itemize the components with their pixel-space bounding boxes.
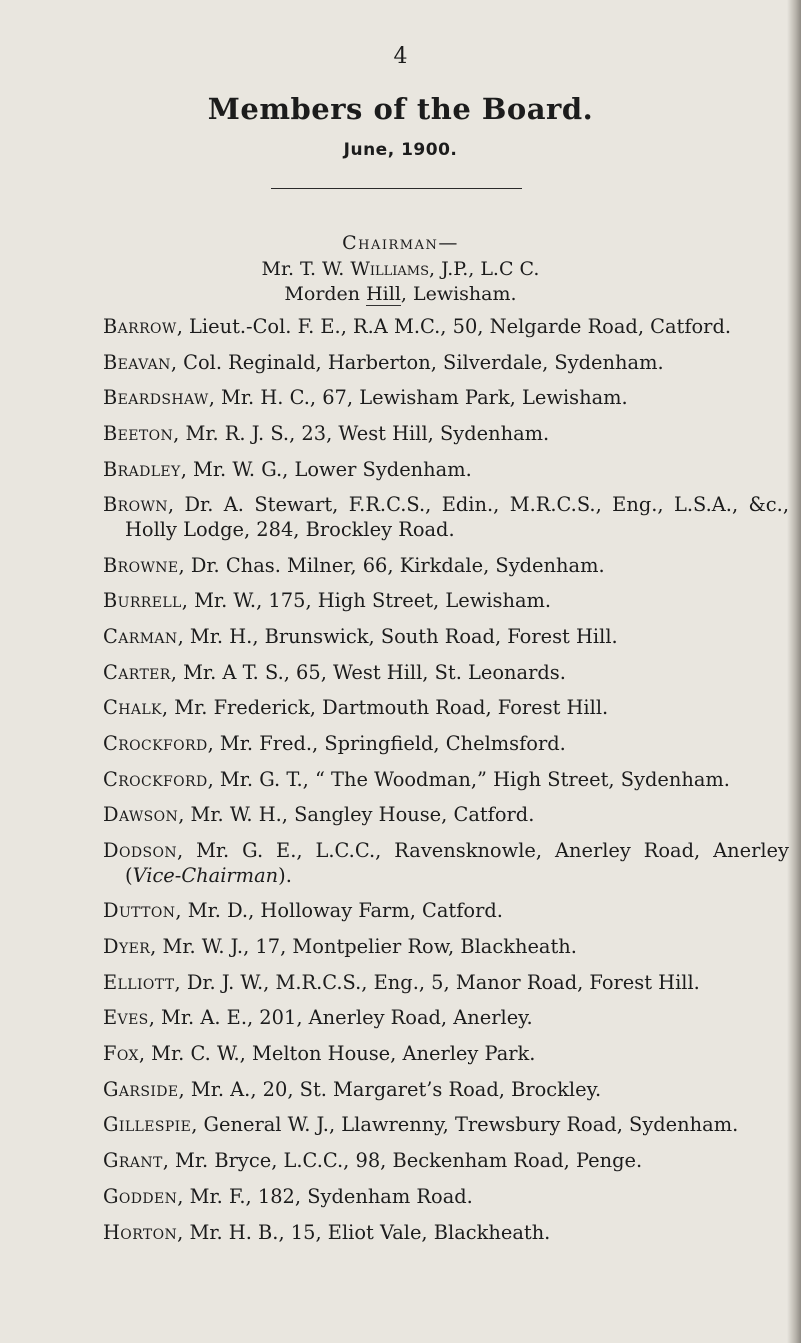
- member-surname: Gillespie: [103, 1113, 192, 1137]
- member-entry: [103, 493, 789, 542]
- member-details: , Dr. J. W., M.R.C.S., Eng., 5, Manor Road, Forest Hill.: [174, 970, 700, 994]
- member-entry: [103, 935, 789, 960]
- member-entry: [103, 1149, 789, 1174]
- member-details: , Lieut.-Col. F. E., R.A M.C., 50, Nelgarde Road, Catford.: [176, 315, 732, 338]
- member-surname: Brown: [103, 493, 168, 517]
- member-entry: [103, 768, 789, 793]
- member-surname: Elliott: [103, 970, 175, 994]
- members-list: [103, 315, 789, 1256]
- member-surname: Dodson: [103, 839, 177, 863]
- member-details: , Mr. W., 175, High Street, Lewisham.: [181, 589, 552, 613]
- member-details: , Mr. H., Brunswick, South Road, Forest Hill.: [177, 625, 618, 648]
- member-details: , Mr. A. E., 201, Anerley Road, Anerley.: [148, 1006, 533, 1030]
- member-surname: Carman: [103, 625, 178, 648]
- member-role: Vice-Chairman: [132, 863, 279, 887]
- member-surname: Horton: [103, 1220, 178, 1244]
- member-entry: [103, 661, 789, 686]
- chairman-address-before: Morden: [284, 283, 367, 305]
- member-details: , Mr. D., Holloway Farm, Catford.: [175, 899, 503, 923]
- member-details: , Mr. F., 182, Sydenham Road.: [177, 1184, 473, 1208]
- member-surname: Garside: [103, 1077, 179, 1101]
- member-details: , Mr. W. J., 17, Montpelier Row, Blackheath.: [150, 935, 577, 958]
- chairman-name: [0, 258, 801, 280]
- member-entry: [103, 1185, 789, 1210]
- member-surname: Godden: [103, 1184, 178, 1208]
- chairman-address: [0, 283, 801, 305]
- member-entry: [103, 1221, 789, 1246]
- member-entry: [103, 625, 789, 650]
- member-entry: [103, 386, 789, 411]
- page-title: Members of the Board.: [207, 92, 594, 126]
- member-entry: [103, 803, 789, 828]
- member-details: , Dr. A. Stewart, F.R.C.S., Edin., M.R.C.S., Eng., L.S.A., &c., Holly Lodge, 284, Brockley Road.: [125, 493, 789, 541]
- member-entry: [103, 1042, 789, 1067]
- member-surname: Beavan: [103, 350, 171, 374]
- page-date: June, 1900.: [343, 140, 458, 160]
- member-surname: Eves: [103, 1006, 149, 1030]
- member-entry: [103, 1113, 789, 1138]
- member-details: , Mr. Bryce, L.C.C., 98, Beckenham Road, Penge.: [162, 1149, 643, 1173]
- member-surname: Chalk: [103, 696, 162, 720]
- member-details: , Mr. G. E., L.C.C., Ravensknowle, Anerley Road, Anerley (: [125, 839, 789, 887]
- member-details: , Col. Reginald, Harberton, Silverdale, Sydenham.: [170, 350, 664, 374]
- member-details-end: ).: [278, 863, 292, 887]
- member-details: , Dr. Chas. Milner, 66, Kirkdale, Sydenham.: [178, 553, 605, 577]
- member-details: , Mr. Frederick, Dartmouth Road, Forest Hill.: [161, 696, 609, 720]
- member-entry: [103, 458, 789, 483]
- member-surname: Dyer: [103, 935, 151, 958]
- member-entry: [103, 422, 789, 447]
- member-surname: Beeton: [103, 422, 174, 446]
- member-details: , Mr. A., 20, St. Margaret’s Road, Brockley.: [178, 1077, 602, 1101]
- chairman-title: Mr. T. W.: [261, 258, 345, 280]
- member-surname: Dawson: [103, 803, 179, 827]
- member-entry: [103, 554, 789, 579]
- member-surname: Grant: [103, 1149, 163, 1173]
- member-surname: Crockford: [103, 767, 208, 791]
- member-entry: [103, 315, 789, 340]
- member-entry: [103, 1078, 789, 1103]
- chairman-heading: Chairman—: [342, 232, 459, 254]
- member-details: , Mr. Fred., Springfield, Chelmsford.: [207, 732, 566, 756]
- member-surname: Crockford: [103, 732, 208, 756]
- title-divider: [271, 188, 522, 189]
- member-entry: [103, 696, 789, 721]
- member-details: , Mr. R. J. S., 23, West Hill, Sydenham.: [173, 422, 550, 446]
- member-entry: [103, 971, 789, 996]
- member-entry: [103, 351, 789, 376]
- member-entry: [103, 1006, 789, 1031]
- member-details: , Mr. A T. S., 65, West Hill, St. Leonards.: [170, 660, 566, 684]
- chairman-surname: Williams: [350, 258, 429, 280]
- member-entry: [103, 899, 789, 924]
- member-surname: Bradley: [103, 457, 181, 481]
- member-surname: Burrell: [103, 589, 182, 613]
- member-entry: [103, 589, 789, 614]
- member-details: , Mr. W. H., Sangley House, Catford.: [178, 803, 535, 827]
- member-details: , Mr. H. C., 67, Lewisham Park, Lewisham.: [208, 386, 628, 410]
- chairman-address-after: , Lewisham.: [400, 283, 517, 305]
- member-details: , Mr. W. G., Lower Sydenham.: [180, 457, 472, 481]
- member-details: , Mr. G. T., “ The Woodman,” High Street, Sydenham.: [207, 767, 730, 791]
- member-details: , Mr. H. B., 15, Eliot Vale, Blackheath.: [177, 1220, 551, 1244]
- chairman-credentials: , J.P., L.C C.: [429, 258, 540, 280]
- member-surname: Barrow: [103, 315, 177, 338]
- member-surname: Dutton: [103, 899, 176, 923]
- member-surname: Browne: [103, 553, 179, 577]
- member-entry: [103, 839, 789, 888]
- page-edge-shadow: [787, 0, 801, 1343]
- chairman-address-underlined: Hill: [366, 283, 401, 305]
- member-details: , Mr. C. W., Melton House, Anerley Park.: [138, 1042, 536, 1066]
- member-details: , General W. J., Llawrenny, Trewsbury Road, Sydenham.: [191, 1113, 739, 1137]
- member-surname: Carter: [103, 660, 171, 684]
- member-entry: [103, 732, 789, 757]
- page-number: 4: [393, 44, 408, 69]
- member-surname: Beardshaw: [103, 386, 209, 410]
- member-surname: Fox: [103, 1042, 139, 1066]
